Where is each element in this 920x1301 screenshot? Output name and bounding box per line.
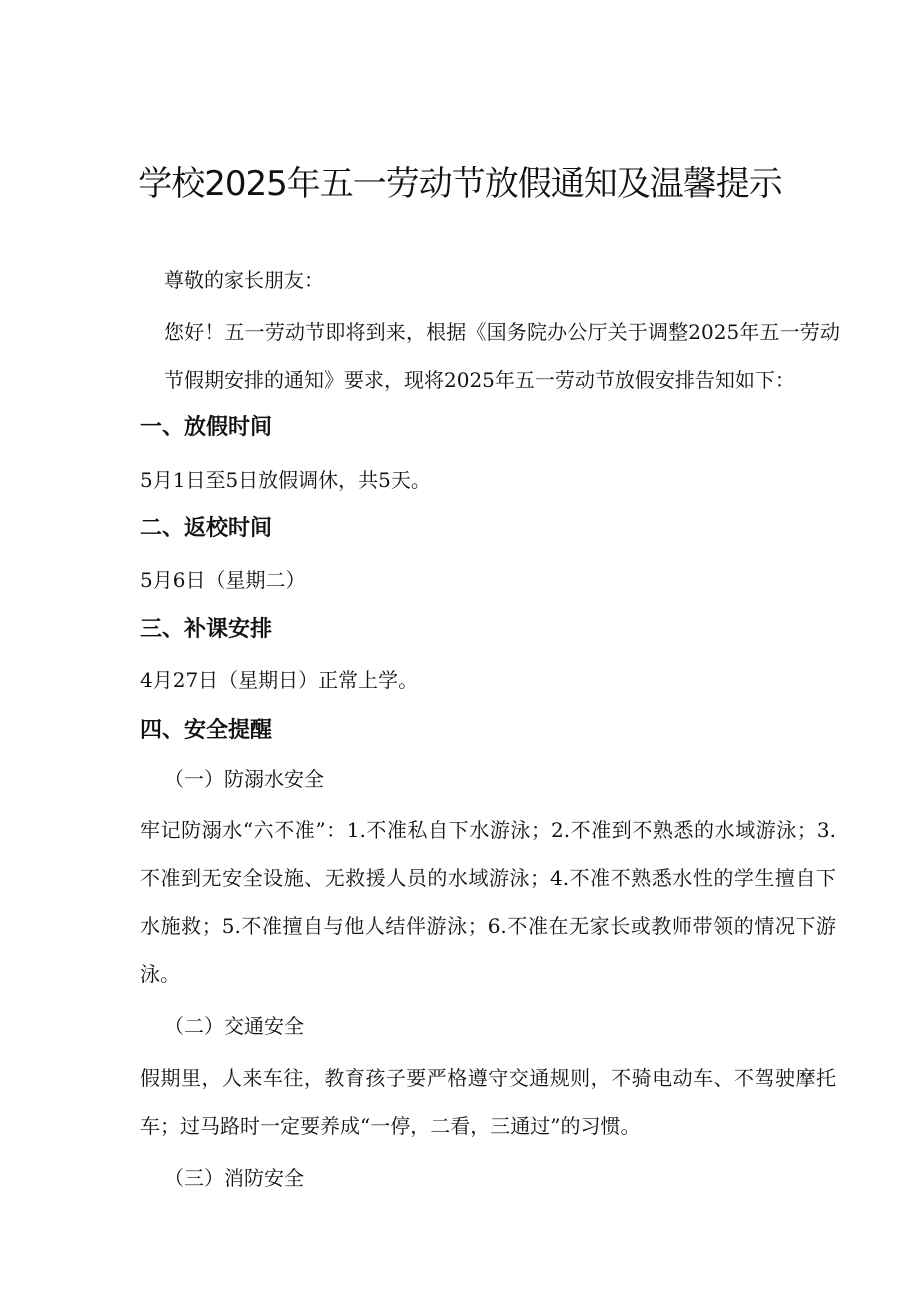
salutation: 尊敬的家长朋友：: [164, 268, 324, 292]
section-heading-makeup-class: 三、补课安排: [140, 617, 273, 642]
subheading-fire-safety: （三）消防安全: [164, 1166, 304, 1190]
paragraph-drowning-safety: 牢记防溺水“六不准”：1.不准私自下水游泳；2.不准到不熟悉的水域游泳；3.不准到无安全设施、无救援人员的水域游泳；4.不准不熟悉水性的学生擅自下水施救；5.不准擅自与他人结伴游泳；6.不准在无家长或教师带领的情况下游泳。: [140, 818, 836, 986]
subheading-drowning-safety: （一）防溺水安全: [164, 767, 324, 791]
section-heading-holiday-time: 一、放假时间: [140, 415, 273, 440]
section-body-holiday-time: 5月1日至5日放假调休，共5天。: [140, 468, 431, 492]
subheading-traffic-safety: （二）交通安全: [164, 1014, 304, 1038]
section-body-makeup-class: 4月27日（星期日）正常上学。: [140, 668, 419, 692]
intro-paragraph: 您好！五一劳动节即将到来，根据《国务院办公厅关于调整2025年五一劳动节假期安排的通知》要求，现将2025年五一劳动节放假安排告知如下：: [164, 320, 840, 392]
section-body-return-time: 5月6日（星期二）: [140, 568, 306, 592]
document-title: 学校2025年五一劳动节放假通知及温馨提示: [138, 164, 782, 204]
section-heading-return-time: 二、返校时间: [140, 516, 273, 541]
section-heading-safety: 四、安全提醒: [140, 718, 273, 743]
paragraph-traffic-safety: 假期里，人来车往，教育孩子要严格遵守交通规则，不骑电动车、不驾驶摩托车；过马路时一定要养成“一停，二看，三通过”的习惯。: [140, 1066, 836, 1138]
